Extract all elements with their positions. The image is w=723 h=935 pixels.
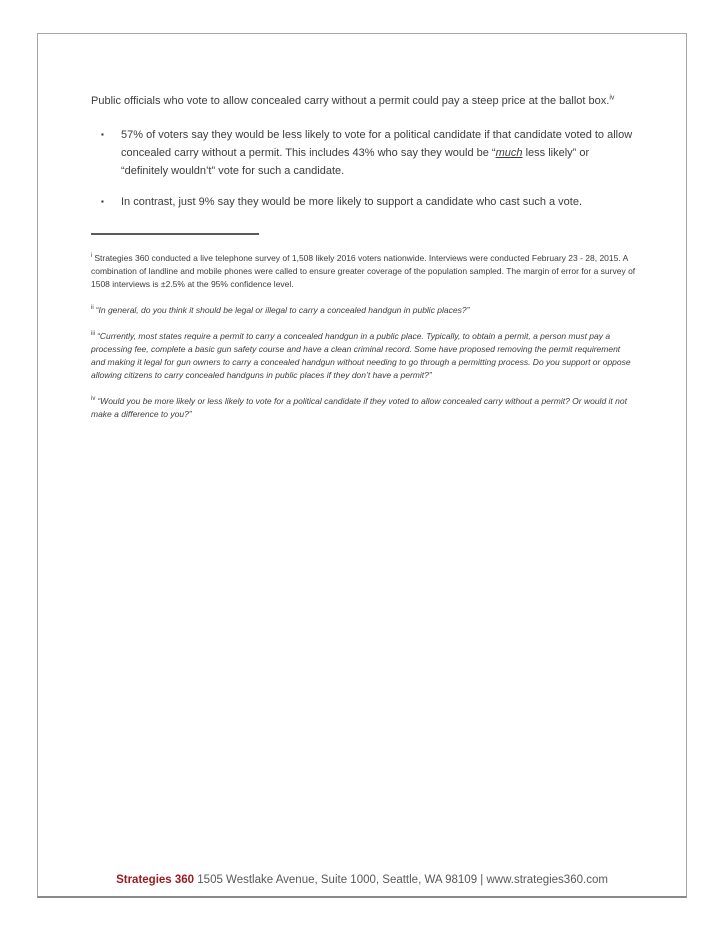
footnote-i-text: Strategies 360 conducted a live telephone survey of 1,508 likely 2016 voters nationwide. Interviews were conducted February 23 - 28, 2015. A combination of landline and mobile phones were called to ensure greater coverage of the population sampled. The margin of error for a survey of 1508 interviews is ±2.5% at the 95% confidence level. bbox=[91, 253, 636, 289]
footnote-iv-marker: iv bbox=[91, 396, 96, 403]
bullet-marker: ▪ bbox=[101, 130, 104, 139]
footnote-iii bbox=[91, 330, 636, 382]
bullet-2-text: In contrast, just 9% say they would be more likely to support a candidate who cast such a vote. bbox=[121, 196, 583, 208]
footnote-separator bbox=[91, 233, 259, 235]
footnote-ii-text: “In general, do you think it should be legal or illegal to carry a concealed handgun in public places?” bbox=[95, 305, 470, 315]
page-footer bbox=[38, 874, 686, 886]
footnote-i bbox=[91, 252, 636, 291]
footnote-iii-text: “Currently, most states require a permit to carry a concealed handgun in a public place. Typically, to obtain a permit, a person must pay a processing fee, complete a basic gun safety course and have a clean criminal record. Some have proposed removing the permit requirement and making it legal for gun owners to carry a concealed handgun without needing to go through a permitting process. Do you support or oppose allowing citizens to carry concealed handguns in public places if they don’t have a permit?” bbox=[91, 331, 631, 380]
footer-address: 1505 Westlake Avenue, Suite 1000, Seattle, WA 98109 | www.strategies360.com bbox=[197, 874, 608, 886]
bullet-1-pre: 57% of voters say they would be less likely to vote for a political candidate if that candidate voted to allow concealed carry without a permit. This includes 43% who say they would be “ bbox=[121, 129, 633, 159]
footnote-i-marker: i bbox=[91, 253, 93, 260]
footnote-iii-marker: iii bbox=[91, 331, 95, 338]
bullet-1-post: less likely” or “definitely wouldn’t” vote for such a candidate. bbox=[121, 147, 590, 177]
document-page bbox=[37, 33, 687, 898]
footnote-iv-text: “Would you be more likely or less likely to vote for a political candidate if they voted to allow concealed carry without a permit? Or would it not make a difference to you?” bbox=[91, 396, 627, 419]
bullet-1-text bbox=[121, 129, 632, 177]
bullet-marker: ▪ bbox=[101, 197, 104, 206]
footnotes-section bbox=[91, 252, 636, 421]
brand-name: Strategies 360 bbox=[116, 874, 195, 886]
footnote-ii-marker: ii bbox=[91, 305, 94, 312]
page-content bbox=[91, 92, 636, 434]
intro-text: Public officials who vote to allow concealed carry without a permit could pay a steep price at the ballot box. bbox=[91, 95, 610, 107]
intro-paragraph bbox=[91, 92, 636, 110]
bullet-item-2 bbox=[91, 193, 636, 211]
footnote-ii bbox=[91, 304, 636, 317]
bullet-item-1 bbox=[91, 126, 636, 180]
footnote-iv bbox=[91, 395, 636, 421]
footnote-ref-iv: iv bbox=[609, 94, 615, 102]
bullet-1-emphasis: much bbox=[495, 147, 523, 159]
